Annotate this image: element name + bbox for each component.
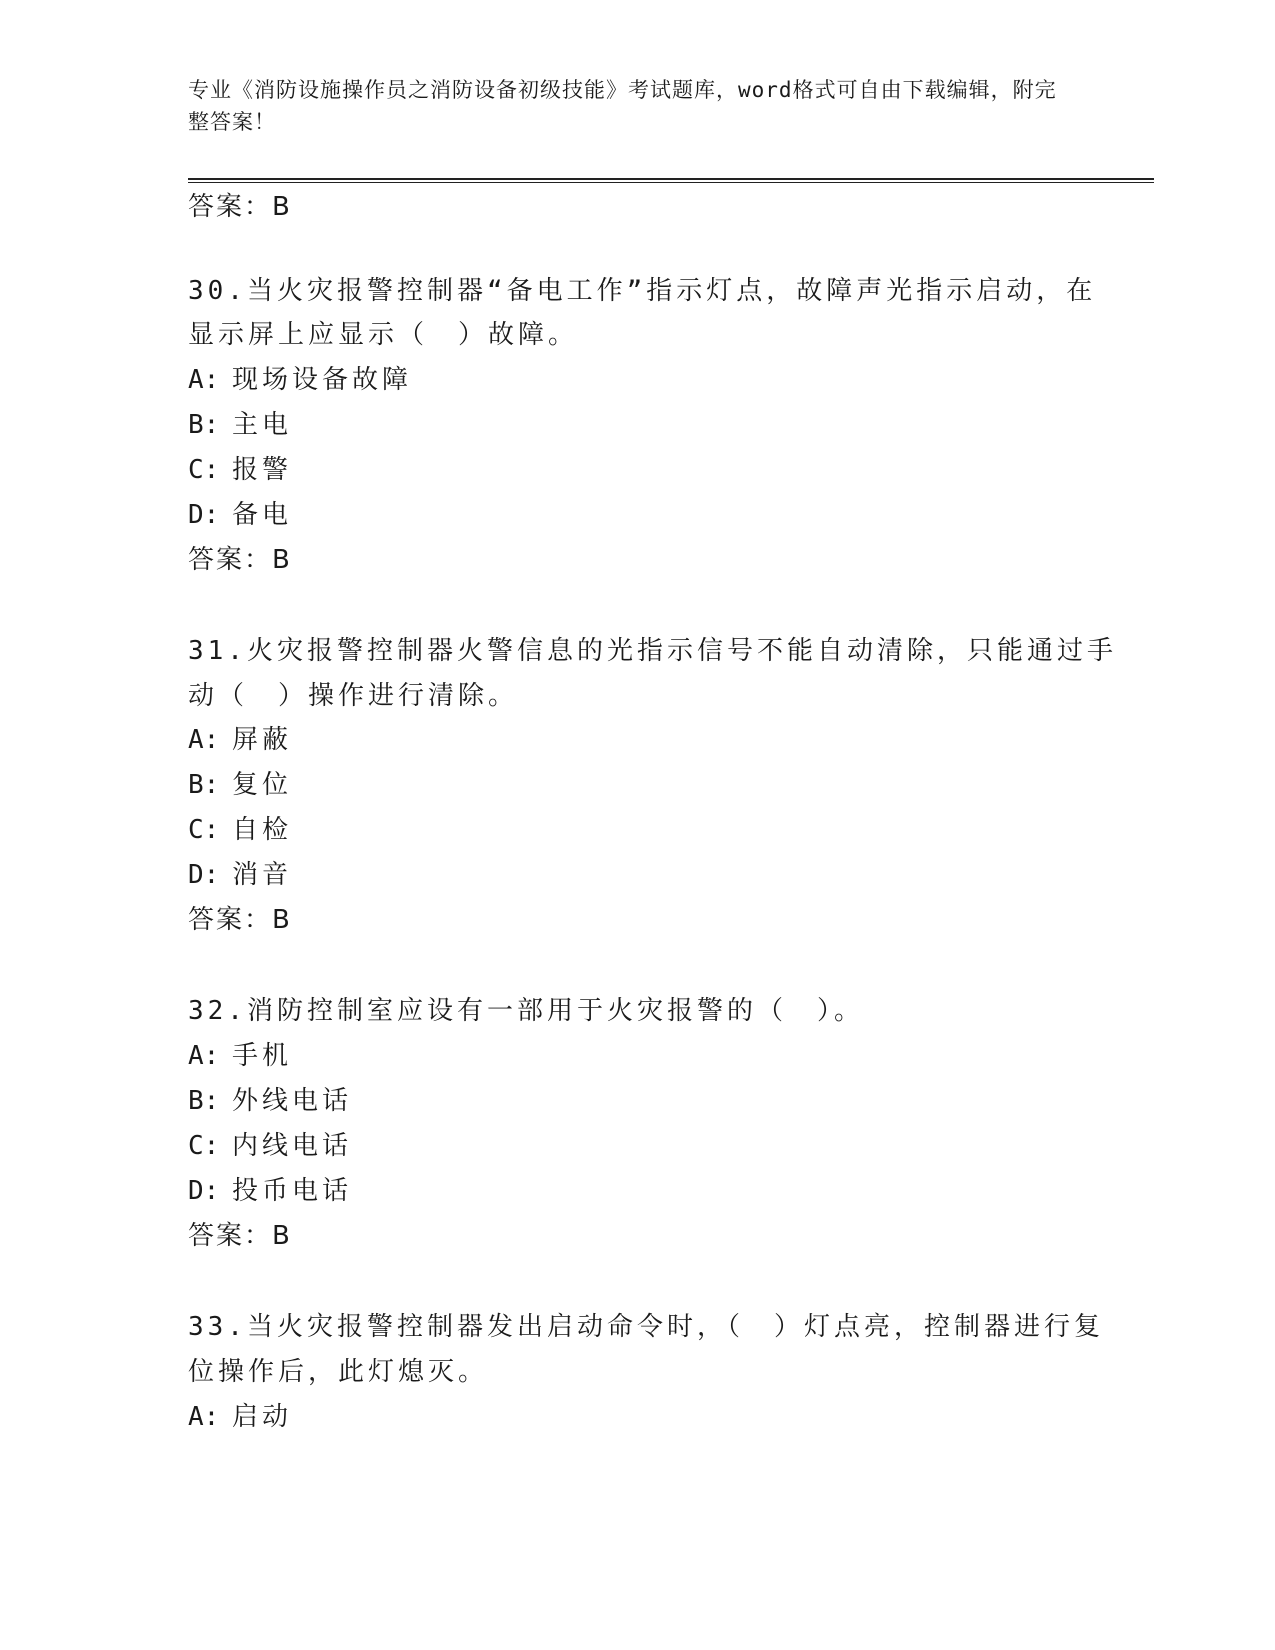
option-text: 现场设备故障 [232,365,413,395]
option-letter: D: [188,500,220,530]
question-30-option-c [188,453,292,487]
option-letter: A: [188,725,220,755]
question-30-stem-line1: 30.当火灾报警控制器“备电工作”指示灯点，故障声光指示启动，在 [188,276,1097,306]
option-letter: B: [188,770,220,800]
option-letter: C: [188,1131,220,1161]
question-30-option-d [188,498,292,532]
question-31-option-b [188,768,292,802]
option-letter: D: [188,860,220,890]
question-30-answer: 答案：B [188,545,292,575]
option-text: 手机 [232,1041,293,1071]
question-31-stem-line2: 动（ ）操作进行清除。 [188,681,519,711]
question-32-option-a [188,1039,292,1073]
option-letter: B: [188,1086,220,1116]
option-text: 备电 [232,500,293,530]
option-letter: A: [188,365,220,395]
question-30-stem-line2: 显示屏上应显示（ ）故障。 [188,320,579,350]
option-text: 报警 [232,455,293,485]
option-letter: D: [188,1176,220,1206]
question-31-option-a [188,723,292,757]
option-letter: B: [188,410,220,440]
option-text: 内线电话 [232,1131,353,1161]
page-header-title: 专业《消防设施操作员之消防设备初级技能》考试题库，word格式可自由下载编辑，附完整答案！ [188,78,1057,134]
question-33-stem-line1: 33.当火灾报警控制器发出启动命令时，（ ）灯点亮，控制器进行复 [188,1312,1104,1342]
question-32-stem-line1: 32.消防控制室应设有一部用于火灾报警的（ ）。 [188,996,864,1026]
option-text: 投币电话 [232,1176,353,1206]
question-32-option-c [188,1129,352,1163]
option-text: 主电 [232,410,293,440]
question-33-option-a [188,1400,292,1434]
option-text: 启动 [232,1402,293,1432]
option-text: 自检 [232,815,293,845]
option-letter: C: [188,455,220,485]
question-30-option-b [188,408,292,442]
answer-line: 答案：B [188,192,292,222]
question-31-answer: 答案：B [188,905,292,935]
question-32-answer: 答案：B [188,1221,292,1251]
question-31-option-d [188,858,292,892]
option-letter: C: [188,815,220,845]
question-32-option-d [188,1174,352,1208]
header-divider [188,178,1154,183]
question-32-option-b [188,1084,352,1118]
option-text: 外线电话 [232,1086,353,1116]
option-text: 屏蔽 [232,725,293,755]
option-text: 消音 [232,860,293,890]
question-31-option-c [188,813,292,847]
option-letter: A: [188,1402,220,1432]
question-31-stem-line1: 31.火灾报警控制器火警信息的光指示信号不能自动清除，只能通过手 [188,636,1117,666]
option-letter: A: [188,1041,220,1071]
option-text: 复位 [232,770,293,800]
question-33-stem-line2: 位操作后，此灯熄灭。 [188,1357,489,1387]
question-30-option-a [188,363,412,397]
